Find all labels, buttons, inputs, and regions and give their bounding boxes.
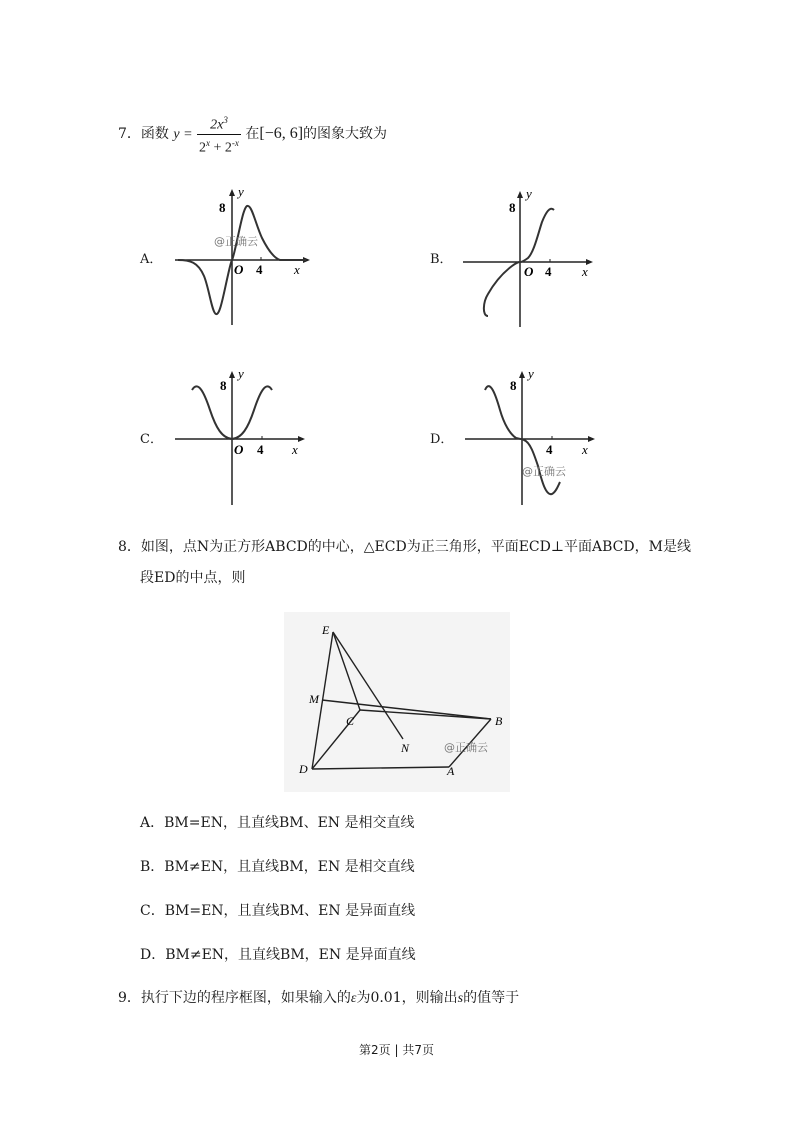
q7-numerator: $2x^3$	[197, 112, 241, 135]
watermark: @正确云	[214, 235, 258, 248]
origin-label: O	[234, 442, 244, 457]
tick-4: 4	[545, 264, 552, 279]
x-label: x	[294, 262, 300, 277]
q9-text-b: 为0.01，则输出	[356, 990, 458, 1006]
q7-option-a-letter: A．	[140, 252, 163, 267]
tick-4: 4	[546, 442, 553, 457]
q8-line1: 如图，点N为正方形ABCD的中心，△ECD为正三角形，平面ECD⊥平面ABCD，M是线	[140, 539, 691, 555]
q8-option-c	[140, 901, 415, 921]
q8-option-d-letter: D．	[140, 947, 166, 963]
q7-graph-c	[170, 362, 315, 510]
tick-4: 4	[256, 262, 263, 277]
tick-8: 8	[509, 200, 516, 215]
watermark: @正确云	[444, 741, 488, 754]
y-axis-arrow-icon	[229, 371, 235, 378]
q7-tail: 的图象大致为	[303, 126, 388, 143]
label-D: D	[299, 762, 308, 776]
y-label: y	[528, 366, 534, 381]
label-B: B	[495, 714, 503, 728]
q7-graph-b	[458, 182, 603, 330]
q9-s: s	[457, 991, 464, 1006]
q8-option-d	[140, 945, 416, 965]
q9-epsilon: ε	[350, 991, 357, 1006]
origin-label: O	[524, 264, 534, 279]
page-footer: 第2页 | 共7页	[359, 1043, 434, 1057]
y-axis-arrow-icon	[519, 371, 525, 378]
x-label: x	[582, 442, 588, 457]
q8-stem-line2: 段ED的中点，则	[140, 570, 246, 586]
watermark: @正确云	[522, 465, 566, 478]
q8-option-a-letter: A．	[140, 815, 165, 831]
x-label: x	[292, 442, 298, 457]
q8-option-b	[140, 857, 415, 877]
q8-option-c-letter: C．	[140, 903, 165, 919]
q8-figure	[284, 612, 510, 792]
q7-option-c-letter: C．	[140, 432, 163, 447]
y-axis-arrow-icon	[517, 191, 523, 198]
q7-fraction	[197, 112, 241, 156]
q7-interval: [−6, 6]	[259, 125, 304, 143]
tick-8: 8	[220, 378, 227, 393]
label-E: E	[322, 623, 330, 637]
q8-number: 8．	[118, 539, 141, 555]
label-N: N	[401, 741, 410, 755]
y-axis-arrow-icon	[229, 189, 235, 196]
q7-lhs: y =	[173, 127, 193, 143]
q9-number: 9．	[118, 990, 141, 1006]
label-M: M	[309, 692, 319, 706]
q7-stem	[118, 112, 387, 156]
x-axis-arrow-icon	[588, 436, 595, 442]
q9-text-a: 执行下边的程序框图，如果输入的	[140, 990, 351, 1006]
q7-graph-a	[170, 180, 315, 330]
tick-8: 8	[219, 200, 226, 215]
label-A: A	[447, 764, 455, 778]
q9-text-c: 的值等于	[463, 990, 520, 1006]
q7-denominator: $2^x + 2^{-x}$	[199, 137, 239, 156]
q9-stem	[118, 988, 519, 1009]
q7-number: 7．	[118, 126, 141, 143]
origin-label: O	[234, 262, 244, 277]
tick-8: 8	[510, 378, 517, 393]
x-label: x	[582, 264, 588, 279]
q8-option-a	[140, 813, 415, 833]
q7-graph-d	[460, 362, 605, 510]
q7-lead: 函数	[140, 126, 169, 143]
q7-interval-pre: 在	[245, 126, 260, 143]
x-axis-arrow-icon	[298, 436, 305, 442]
q7-option-b-letter: B．	[430, 252, 453, 267]
q7-option-d-letter: D．	[430, 432, 454, 447]
q8-option-b-letter: B．	[140, 859, 165, 875]
q8-option-a-text: BM=EN，且直线BM、EN 是相交直线	[164, 815, 415, 831]
y-label: y	[238, 366, 244, 381]
q8-option-d-text: BM≠EN，且直线BM，EN 是异面直线	[165, 947, 416, 963]
y-label: y	[238, 184, 244, 199]
label-C: C	[346, 714, 355, 728]
q8-stem-line1	[118, 537, 691, 557]
y-label: y	[526, 186, 532, 201]
tick-4: 4	[257, 442, 264, 457]
q8-option-c-text: BM=EN，且直线BM、EN 是异面直线	[164, 903, 416, 919]
q8-option-b-text: BM≠EN，且直线BM，EN 是相交直线	[164, 859, 415, 875]
